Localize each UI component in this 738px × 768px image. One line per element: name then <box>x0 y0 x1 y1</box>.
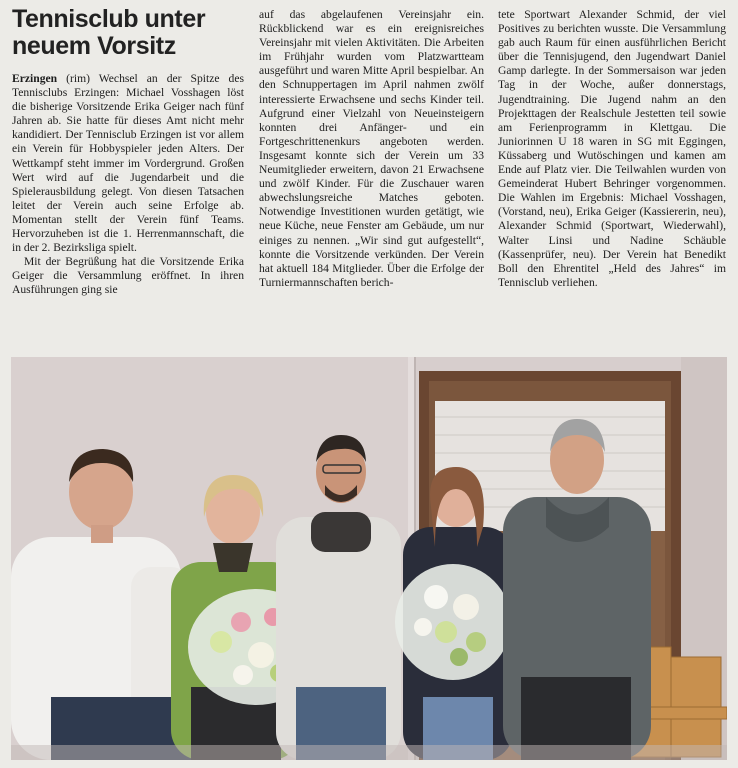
article-paragraph: tete Sportwart Alexander Schmid, der viel Positives zu berichten wusste. Die Versammlung gab auch Raum für einen ausführlichen Bericht über die Tennisjugend, den Jugendwart Daniel Gamp darlegte. In der Sommersaison war jeden Tag in der Woche, außer donnerstags, Jugendtraining. Die Jugend nahm an den Projekttagen der Realschule Jestetten teil sowie am Ferienprogramm in Klettgau. Die Juniorinnen U 18 waren in SG mit Eggingen, Küssaberg und Wutöschingen und kamen am Ende auf Platz vier. Die Teilwahlen wurden von Gemeinderat Hubert Behringer vorgenommen. Die Wahlen im Ergebnis: Michael Vosshagen, (Vorstand, neu), Erika Geiger (Kassiererin, neu), Alexander Schmid (Sportwart, Wiederwahl), Walter Linsi und Nadine Schäuble (Kassenprüfer, neu). Der Verein hat Benedikt Boll den Ehrentitel „Held des Jahres“ im Tennisclub verliehen. <box>498 8 726 289</box>
article-headline: Tennisclub unter neuem Vorsitz <box>12 5 206 60</box>
article-paragraph: Mit der Begrüßung hat die Vorsitzende Erika Geiger die Versammlung eröffnet. In ihren Ausführungen ging sie <box>12 255 244 297</box>
group-photo <box>11 357 727 760</box>
article-column-2 <box>259 8 484 290</box>
group-photo-illustration <box>11 357 727 760</box>
article-paragraph <box>12 72 244 255</box>
article-column-1 <box>12 5 244 298</box>
article-column-3 <box>498 8 726 290</box>
article-dateline: Erzingen <box>12 72 58 85</box>
bouquet-2 <box>395 564 511 680</box>
newspaper-article <box>0 0 738 352</box>
article-text: Wechsel an der Spitze des Tennisclubs Erzingen: Michael Vosshagen löst die bisherige Vorsitzende Erika Geiger nach fünf Jahren ab. Sie hatte für dieses Amt nicht mehr kandidiert. Der Tennisclub Erzingen ist vor allem ein Verein für Hobbyspieler jeden Alters. Der Wettkampf steht immer im Vordergrund. Großen Wert wird auf die Jugendarbeit und die Spielerausbildung gelegt. Von diesen Tatsachen leitet der Verein auch seine Erfolge ab. Momentan stellt der Verein fünf Teams. Hervorzuheben ist die 1. Herrenmannschaft, die in der 2. Bezirksliga spielt. <box>12 72 244 255</box>
article-paragraph: auf das abgelaufenen Vereinsjahr ein. Rückblickend war es ein ereignisreiches Vereinsjahr mit vielen Aktivitäten. Die Arbeiten im Frühjahr wurden vom Platzwartteam ausgeführt und waren Mitte April bespielbar. An den Schnuppertagen im April nahmen zwölf interessierte Erwachsene und sechs Kinder teil. Aufgrund einer Vielzahl von Neueinsteigern konnten drei Anfänger- und ein Fortgeschrittenenkurs angeboten werden. Insgesamt konnte sich der Verein um 33 Neumitglieder erweitern, davon 21 Erwachsene und zwölf Kinder. Für die Zuschauer waren abwechslungsreiche Matches geboten. Notwendige Investitionen wurden getätigt, wie neue Küche, neue Fenster am Gebäude, um nur einiges zu nennen. „Wir sind gut aufgestellt“, konnte die Vorsitzende verkünden. Der Verein hat aktuell 184 Mitglieder. Über die Erfolge der Turniermannschaften berich- <box>259 8 484 289</box>
article-byline: (rim) <box>66 72 90 85</box>
